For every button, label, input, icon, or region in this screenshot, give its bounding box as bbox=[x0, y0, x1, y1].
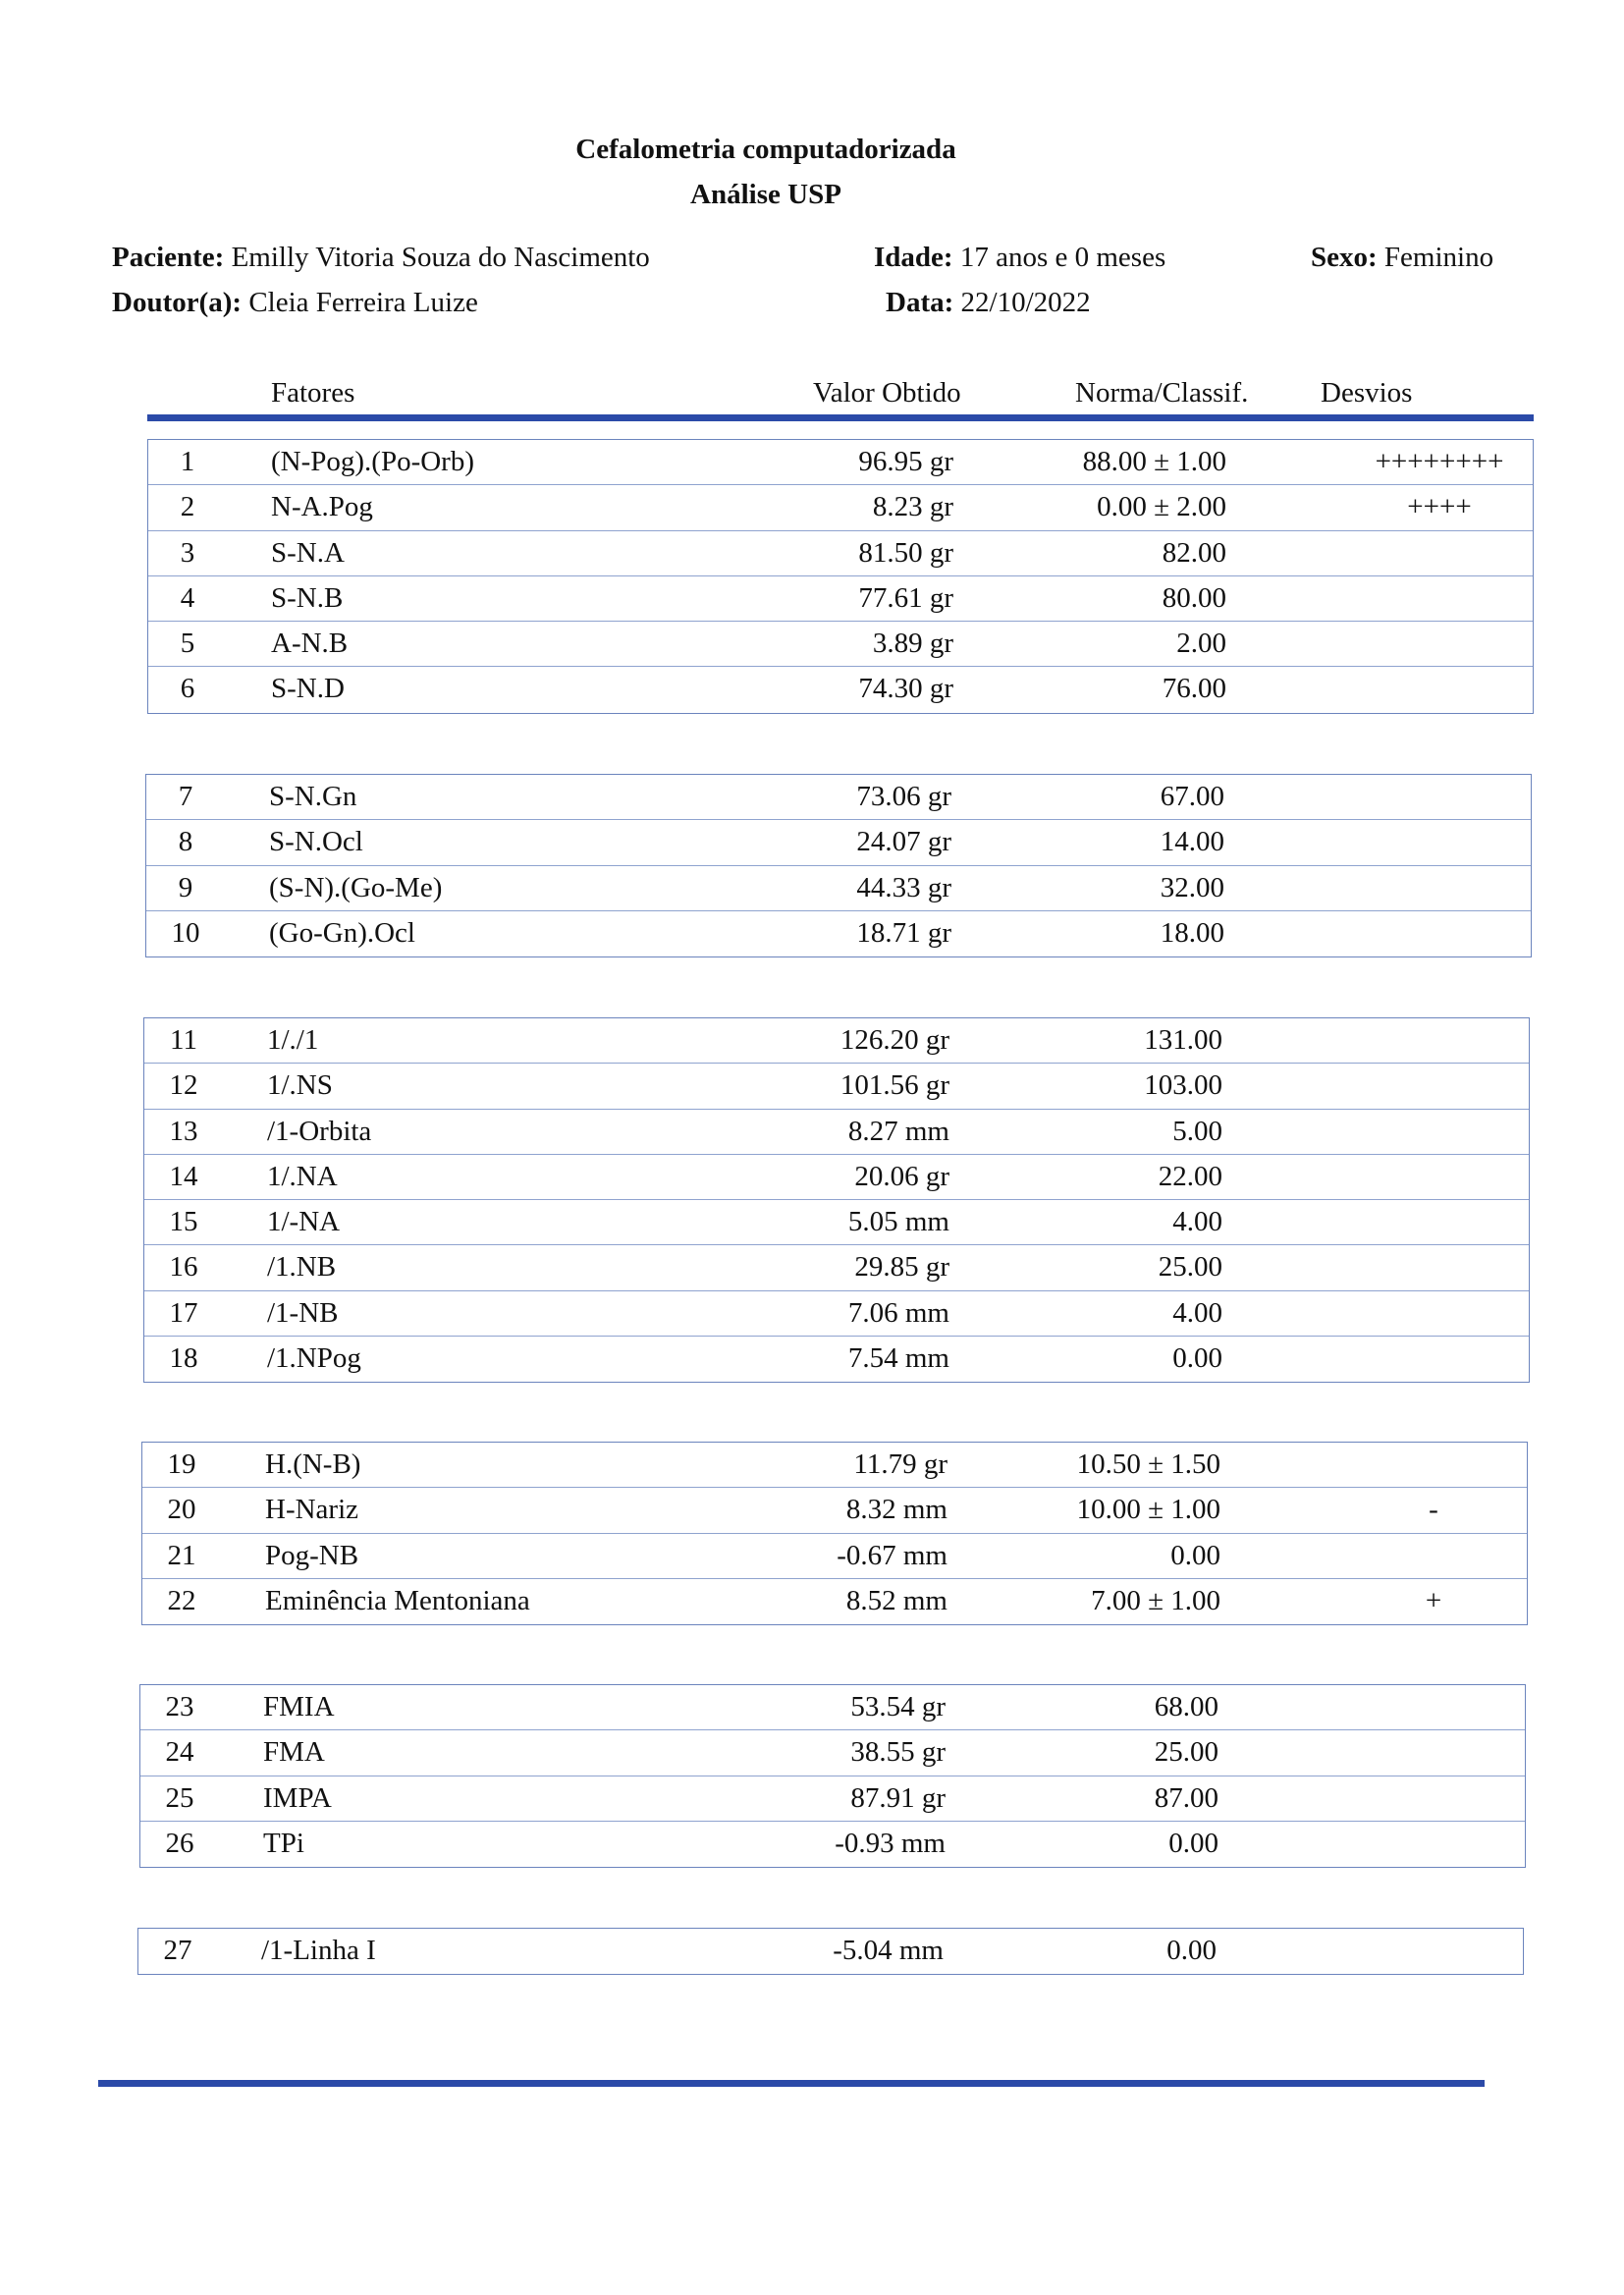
table-row bbox=[144, 1018, 1529, 1064]
row-number: 1 bbox=[180, 446, 195, 477]
table-row bbox=[148, 485, 1533, 530]
factor-name: TPi bbox=[263, 1827, 304, 1859]
age-field bbox=[874, 242, 1165, 274]
row-number: 5 bbox=[180, 628, 195, 660]
row-number: 4 bbox=[180, 581, 195, 614]
norm-value: 18.00 bbox=[1160, 916, 1224, 949]
table-row bbox=[138, 1929, 1523, 1974]
row-number: 15 bbox=[169, 1206, 198, 1238]
norm-value: 32.00 bbox=[1160, 871, 1224, 903]
norm-value: 4.00 bbox=[1172, 1206, 1222, 1238]
table-row bbox=[144, 1291, 1529, 1337]
factor-name: Pog-NB bbox=[265, 1539, 359, 1571]
row-number: 24 bbox=[165, 1736, 194, 1769]
table-row bbox=[148, 531, 1533, 576]
obtained-value: 5.05 mm bbox=[847, 1206, 949, 1238]
obtained-value: -0.93 mm bbox=[835, 1827, 946, 1859]
table-row bbox=[144, 1110, 1529, 1155]
table-block bbox=[143, 1017, 1530, 1383]
sex-field bbox=[1311, 242, 1493, 274]
row-number: 23 bbox=[165, 1691, 194, 1722]
norm-value: 76.00 bbox=[1162, 673, 1226, 705]
col-header-desvios: Desvios bbox=[1321, 377, 1413, 409]
factor-name: /1-Orbita bbox=[267, 1115, 372, 1147]
obtained-value: 74.30 gr bbox=[858, 673, 953, 705]
obtained-value: 8.23 gr bbox=[872, 491, 953, 523]
norm-value: 0.00 bbox=[1170, 1539, 1220, 1571]
obtained-value: 11.79 gr bbox=[853, 1448, 947, 1480]
factor-name: FMIA bbox=[263, 1691, 335, 1722]
table-row bbox=[142, 1443, 1527, 1488]
norm-value: 68.00 bbox=[1154, 1691, 1218, 1722]
norm-value: 5.00 bbox=[1172, 1115, 1222, 1147]
table-row bbox=[146, 775, 1531, 820]
factor-name: /1.NB bbox=[267, 1251, 337, 1284]
table-row bbox=[144, 1200, 1529, 1245]
patient-label: Paciente: bbox=[112, 242, 225, 273]
norm-value: 0.00 ± 2.00 bbox=[1097, 491, 1226, 523]
header-rule bbox=[147, 414, 1534, 421]
obtained-value: -5.04 mm bbox=[833, 1935, 944, 1966]
row-number: 27 bbox=[163, 1935, 192, 1966]
doctor-field bbox=[112, 287, 478, 319]
obtained-value: 24.07 gr bbox=[856, 826, 951, 858]
factor-name: /1-Linha I bbox=[261, 1935, 376, 1966]
obtained-value: -0.67 mm bbox=[837, 1539, 947, 1571]
factor-name: (S-N).(Go-Me) bbox=[269, 871, 443, 903]
row-number: 19 bbox=[167, 1448, 196, 1480]
patient-field bbox=[112, 242, 650, 274]
norm-value: 14.00 bbox=[1160, 826, 1224, 858]
factor-name: A-N.B bbox=[271, 628, 349, 660]
obtained-value: 38.55 gr bbox=[850, 1736, 946, 1769]
row-number: 18 bbox=[169, 1342, 198, 1375]
norm-value: 0.00 bbox=[1168, 1827, 1218, 1859]
obtained-value: 29.85 gr bbox=[854, 1251, 949, 1284]
table-row bbox=[142, 1534, 1527, 1579]
factor-name: S-N.Ocl bbox=[269, 826, 363, 858]
table-row bbox=[144, 1064, 1529, 1109]
deviation: + bbox=[1425, 1584, 1442, 1616]
obtained-value: 7.54 mm bbox=[847, 1342, 949, 1375]
table-row bbox=[146, 911, 1531, 956]
factor-name: (N-Pog).(Po-Orb) bbox=[271, 446, 474, 477]
obtained-value: 96.95 gr bbox=[858, 446, 953, 477]
obtained-value: 87.91 gr bbox=[850, 1781, 946, 1814]
table-row bbox=[148, 667, 1533, 712]
factor-name: S-N.B bbox=[271, 581, 344, 614]
factor-name: 1/.NS bbox=[267, 1069, 333, 1102]
row-number: 14 bbox=[169, 1160, 198, 1192]
factor-name: IMPA bbox=[263, 1781, 332, 1814]
obtained-value: 7.06 mm bbox=[847, 1296, 949, 1329]
table-row bbox=[148, 576, 1533, 622]
obtained-value: 20.06 gr bbox=[854, 1160, 949, 1192]
row-number: 22 bbox=[167, 1584, 196, 1616]
norm-value: 80.00 bbox=[1162, 581, 1226, 614]
table-row bbox=[144, 1337, 1529, 1382]
factor-name: N-A.Pog bbox=[271, 491, 373, 523]
row-number: 12 bbox=[169, 1069, 198, 1102]
factor-name: /1-NB bbox=[267, 1296, 339, 1329]
table-block bbox=[139, 1684, 1526, 1868]
norm-value: 7.00 ± 1.00 bbox=[1091, 1584, 1220, 1616]
norm-value: 10.00 ± 1.00 bbox=[1076, 1494, 1220, 1526]
row-number: 9 bbox=[178, 871, 193, 903]
table-block bbox=[147, 439, 1534, 714]
norm-value: 82.00 bbox=[1162, 536, 1226, 569]
norm-value: 10.50 ± 1.50 bbox=[1076, 1448, 1220, 1480]
table-row bbox=[148, 622, 1533, 667]
obtained-value: 18.71 gr bbox=[856, 916, 951, 949]
factor-name: /1.NPog bbox=[267, 1342, 361, 1375]
row-number: 21 bbox=[167, 1539, 196, 1571]
norm-value: 25.00 bbox=[1158, 1251, 1222, 1284]
table-row bbox=[146, 820, 1531, 865]
row-number: 6 bbox=[180, 673, 195, 705]
norm-value: 2.00 bbox=[1176, 628, 1226, 660]
row-number: 7 bbox=[178, 781, 193, 812]
obtained-value: 44.33 gr bbox=[856, 871, 951, 903]
sex-value: Feminino bbox=[1383, 242, 1494, 273]
norm-value: 67.00 bbox=[1160, 781, 1224, 812]
table-block bbox=[141, 1442, 1528, 1625]
factor-name: (Go-Gn).Ocl bbox=[269, 916, 415, 949]
date-field bbox=[886, 287, 1091, 319]
table-row bbox=[148, 440, 1533, 485]
table-row bbox=[140, 1685, 1525, 1730]
obtained-value: 101.56 gr bbox=[839, 1069, 949, 1102]
table-row bbox=[146, 866, 1531, 911]
footer-rule bbox=[98, 2080, 1485, 2087]
table-row bbox=[140, 1822, 1525, 1867]
deviation: ++++ bbox=[1407, 491, 1472, 523]
obtained-value: 8.32 mm bbox=[845, 1494, 947, 1526]
table-row bbox=[144, 1155, 1529, 1200]
table-block bbox=[145, 774, 1532, 957]
factor-name: FMA bbox=[263, 1736, 325, 1769]
sex-label: Sexo: bbox=[1311, 242, 1378, 273]
obtained-value: 8.27 mm bbox=[847, 1115, 949, 1147]
col-header-norma: Norma/Classif. bbox=[1075, 377, 1249, 409]
report-subtitle: Análise USP bbox=[690, 179, 841, 210]
row-number: 16 bbox=[169, 1251, 198, 1284]
age-label: Idade: bbox=[874, 242, 953, 273]
table-row bbox=[142, 1579, 1527, 1624]
table-row bbox=[140, 1730, 1525, 1776]
norm-value: 88.00 ± 1.00 bbox=[1082, 446, 1226, 477]
row-number: 11 bbox=[170, 1024, 197, 1056]
row-number: 10 bbox=[171, 916, 200, 949]
norm-value: 0.00 bbox=[1172, 1342, 1222, 1375]
table-row bbox=[142, 1488, 1527, 1533]
factor-name: H-Nariz bbox=[265, 1494, 359, 1526]
obtained-value: 126.20 gr bbox=[839, 1024, 949, 1056]
row-number: 3 bbox=[180, 536, 195, 569]
age-value: 17 anos e 0 meses bbox=[959, 242, 1166, 273]
factor-name: S-N.Gn bbox=[269, 781, 357, 812]
norm-value: 87.00 bbox=[1154, 1781, 1218, 1814]
row-number: 2 bbox=[180, 491, 195, 523]
norm-value: 4.00 bbox=[1172, 1296, 1222, 1329]
factor-name: 1/.NA bbox=[267, 1160, 338, 1192]
patient-name: Emilly Vitoria Souza do Nascimento bbox=[231, 242, 650, 273]
norm-value: 25.00 bbox=[1154, 1736, 1218, 1769]
col-header-valor: Valor Obtido bbox=[813, 377, 961, 409]
norm-value: 22.00 bbox=[1158, 1160, 1222, 1192]
norm-value: 0.00 bbox=[1166, 1935, 1217, 1966]
factor-name: 1/-NA bbox=[267, 1206, 341, 1238]
row-number: 25 bbox=[165, 1781, 194, 1814]
col-header-fatores: Fatores bbox=[271, 377, 355, 409]
norm-value: 103.00 bbox=[1144, 1069, 1222, 1102]
row-number: 20 bbox=[167, 1494, 196, 1526]
factor-name: S-N.D bbox=[271, 673, 345, 705]
doctor-name: Cleia Ferreira Luize bbox=[248, 287, 478, 318]
row-number: 13 bbox=[169, 1115, 198, 1147]
obtained-value: 53.54 gr bbox=[850, 1691, 946, 1722]
factor-name: Eminência Mentoniana bbox=[265, 1584, 530, 1616]
factor-name: 1/./1 bbox=[267, 1024, 319, 1056]
obtained-value: 81.50 gr bbox=[858, 536, 953, 569]
norm-value: 131.00 bbox=[1144, 1024, 1222, 1056]
date-label: Data: bbox=[886, 287, 954, 318]
date-value: 22/10/2022 bbox=[960, 287, 1091, 318]
doctor-label: Doutor(a): bbox=[112, 287, 243, 318]
obtained-value: 77.61 gr bbox=[858, 581, 953, 614]
row-number: 26 bbox=[165, 1827, 194, 1859]
deviation: - bbox=[1429, 1494, 1438, 1526]
factor-name: H.(N-B) bbox=[265, 1448, 361, 1480]
row-number: 17 bbox=[169, 1296, 198, 1329]
deviation: ++++++++ bbox=[1375, 446, 1504, 477]
table-block bbox=[137, 1928, 1524, 1975]
report-title: Cefalometria computadorizada bbox=[575, 134, 956, 165]
obtained-value: 3.89 gr bbox=[872, 628, 953, 660]
table-row bbox=[144, 1245, 1529, 1290]
table-row bbox=[140, 1776, 1525, 1822]
row-number: 8 bbox=[178, 826, 193, 858]
obtained-value: 73.06 gr bbox=[856, 781, 951, 812]
obtained-value: 8.52 mm bbox=[845, 1584, 947, 1616]
factor-name: S-N.A bbox=[271, 536, 345, 569]
